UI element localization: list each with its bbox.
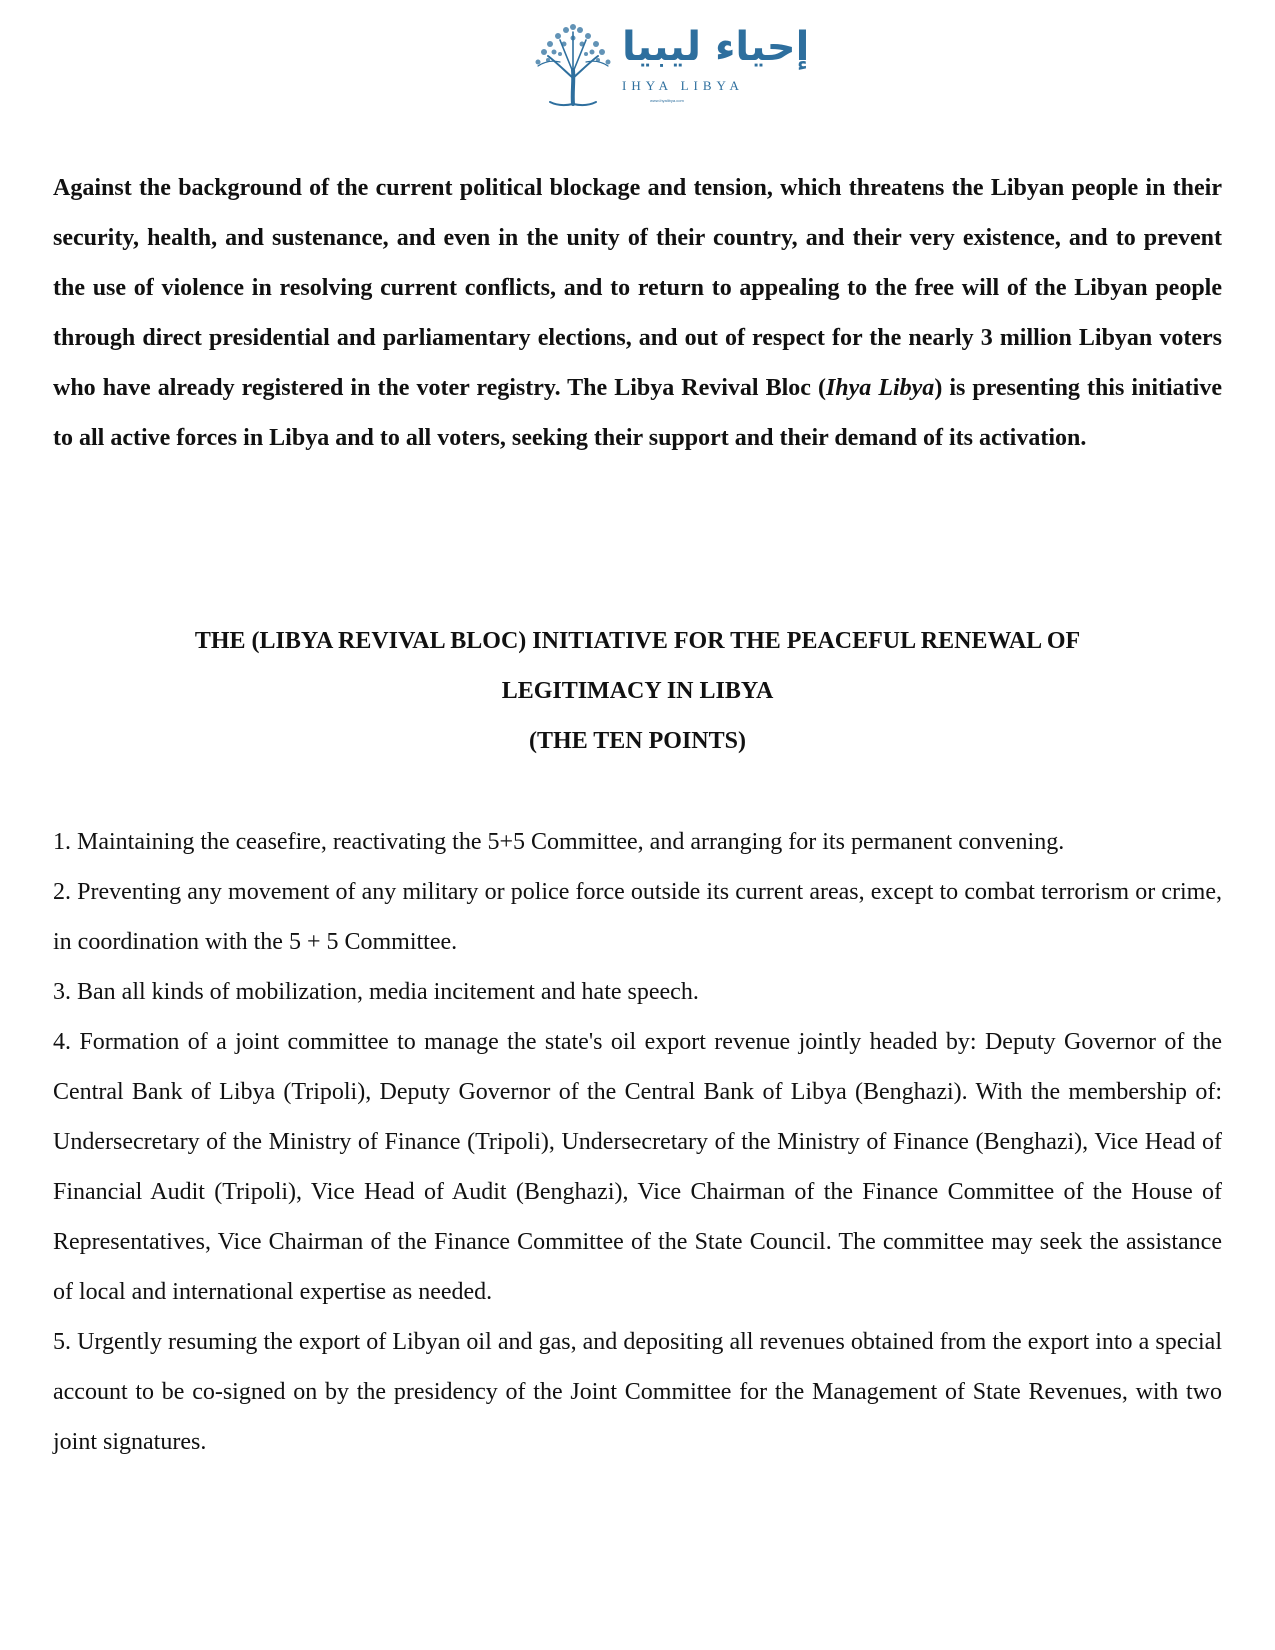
intro-italic-name: Ihya Libya bbox=[825, 375, 935, 401]
title-line-3: (THE TEN POINTS) bbox=[529, 728, 746, 754]
point-item: 1. Maintaining the ceasefire, reactivating the 5+5 Committee, and arranging for its permanent convening. bbox=[53, 829, 1065, 855]
ten-points-list bbox=[53, 817, 1222, 1467]
ihya-libya-logo bbox=[530, 18, 810, 110]
logo-arabic-text: إحياء ليبيا bbox=[622, 24, 810, 70]
intro-text-part-2: ) is presenting this initiative to all active forces in Libya and to all voters, seeking their support and their demand of its activation. bbox=[53, 375, 1222, 451]
intro-text-part-1: Against the background of the current political blockage and tension, which threatens the Libyan people in their security, health, and sustenance, and even in the unity of their country, and their very existence, and to prevent the use of violence in resolving current conflicts, and to return to appealing to the free will of the Libyan people through direct presidential and parliamentary elections, and out of respect for the nearly 3 million Libyan voters who have already registered in the voter registry. The Libya Revival Bloc ( bbox=[53, 175, 1222, 401]
title-line-1: THE (LIBYA REVIVAL BLOC) INITIATIVE FOR THE PEACEFUL RENEWAL OF bbox=[194, 628, 1081, 654]
point-item: 4. Formation of a joint committee to manage the state's oil export revenue jointly headed by: Deputy Governor of the Central Bank of Libya (Tripoli), Deputy Governor of the Central Bank of Libya (Benghazi). With the membership of: Undersecretary of the Ministry of Finance (Tripoli), Undersecretary of the Ministry of Finance (Benghazi), Vice Head of Financial Audit (Tripoli), Vice Head of Audit (Benghazi), Vice Chairman of the Finance Committee of the House of Representatives, Vice Chairman of the Finance Committee of the State Council. The committee may seek the assistance of local and international expertise as needed. bbox=[53, 1029, 1222, 1305]
logo-latin-text: IHYA LIBYA bbox=[622, 78, 744, 93]
point-item: 2. Preventing any movement of any military or police force outside its current areas, except to combat terrorism or crime, in coordination with the 5 + 5 Committee. bbox=[53, 879, 1222, 955]
point-item: 5. Urgently resuming the export of Libyan oil and gas, and depositing all revenues obtained from the export into a special account to be co-signed on by the presidency of the Joint Committee for the Management of State Revenues, with two joint signatures. bbox=[53, 1329, 1222, 1455]
tree-icon bbox=[530, 22, 616, 108]
logo-url-text: www.ihyalibya.com bbox=[650, 98, 684, 103]
intro-paragraph bbox=[53, 163, 1222, 463]
title-line-2: LEGITIMACY IN LIBYA bbox=[501, 678, 774, 704]
initiative-title bbox=[53, 616, 1222, 766]
point-item: 3. Ban all kinds of mobilization, media incitement and hate speech. bbox=[53, 979, 699, 1005]
